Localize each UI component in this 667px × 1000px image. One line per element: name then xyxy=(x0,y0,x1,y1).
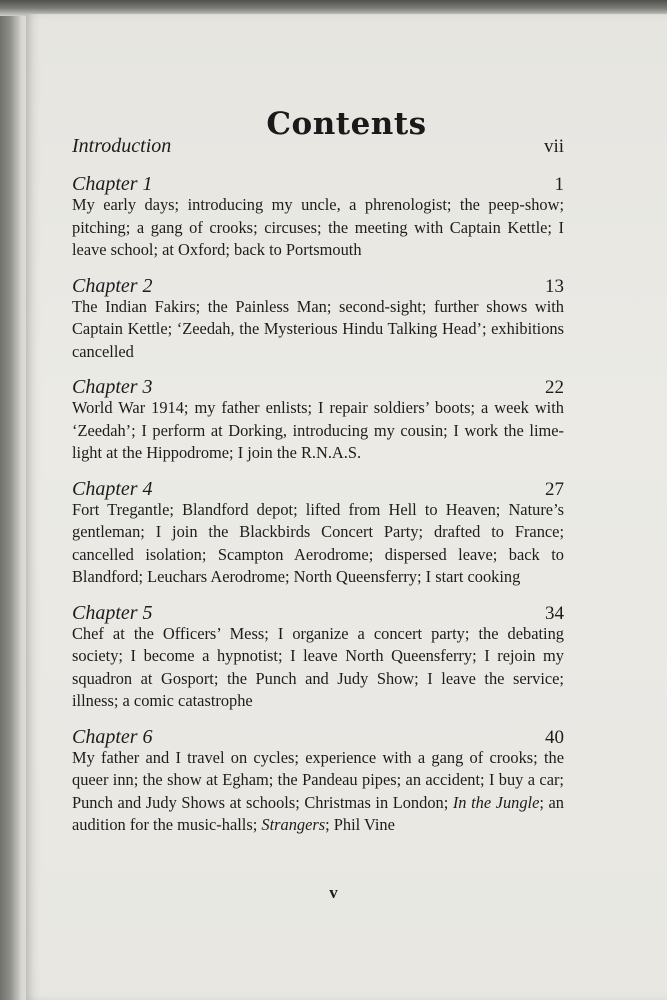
chapter-summary: Fort Tregantle; Blandford depot; lifted from Hell to Heaven; Nature’s gentleman; I join the Blackbirds Concert Party; drafted to France; cancelled isolation; Scampton Aerodrome; dispersed leave; back to Blandford; Leuchars Aerodrome; North Queensferry; I start cooking xyxy=(72,499,564,586)
toc-entry-chapter-6 xyxy=(72,726,564,837)
chapter-label: Chapter 6 xyxy=(72,725,153,748)
entry-label: Introduction xyxy=(72,135,172,157)
toc-entry-chapter-3 xyxy=(72,376,564,465)
chapter-page-number: 13 xyxy=(545,275,564,297)
chapter-summary: World War 1914; my father enlists; I repair soldiers’ boots; a week with ‘Zeedah’; I perform at Dorking, introducing my cousin; I work the lime-light at the Hippodrome; I join the R.N.A.S. xyxy=(72,398,564,462)
chapter-summary: The Indian Fakirs; the Painless Man; second-sight; further shows with Captain Kettle; ‘Zeedah, the Mysterious Hindu Talking Head’; exhibitions cancelled xyxy=(72,296,564,361)
chapter-label: Chapter 5 xyxy=(72,601,153,624)
toc-entry-chapter-1 xyxy=(72,173,564,262)
toc-entry-introduction xyxy=(72,135,564,160)
entry-page-number: vii xyxy=(543,136,564,157)
toc-entry-chapter-2 xyxy=(72,275,564,364)
table-of-contents xyxy=(72,135,564,850)
chapter-page-number: 27 xyxy=(545,478,564,500)
summary-italic-title: In the Jungle xyxy=(452,792,540,812)
chapter-label: Chapter 3 xyxy=(72,376,153,398)
summary-text: ; an audition for the music-halls; xyxy=(72,792,564,834)
chapter-page-number: 1 xyxy=(554,174,564,195)
chapter-summary: My early days; introducing my uncle, a phrenologist; the peep-show; pitching; a gang of crooks; circuses; the meeting with Captain Kettle; I leave school; at Oxford; back to Portsmouth xyxy=(72,195,564,259)
chapter-summary xyxy=(72,747,564,837)
summary-text: ; Phil Vine xyxy=(325,815,395,834)
chapter-page-number: 40 xyxy=(545,726,564,748)
summary-italic-title: Strangers xyxy=(261,815,326,834)
toc-entry-chapter-4 xyxy=(72,478,564,589)
chapter-summary: Chef at the Officers’ Mess; I organize a concert party; the debating society; I become a hypnotist; I leave North Queensferry; I rejoin my squadron at Gosport; the Punch and Judy Show; I leave the service; illness; a comic catastrophe xyxy=(72,623,564,710)
chapter-page-number: 22 xyxy=(545,377,564,398)
summary-text: My father and I travel on cycles; experience with a gang of crooks; the queer inn; the show at Egham; the Pandeau pipes; an accident; I buy a car; Punch and Judy Shows at schools; Christmas in London; xyxy=(72,747,564,812)
chapter-label: Chapter 1 xyxy=(72,173,153,195)
chapter-label: Chapter 4 xyxy=(72,477,153,500)
page-title: Contents xyxy=(266,106,427,142)
chapter-page-number: 34 xyxy=(545,602,564,624)
chapter-label: Chapter 2 xyxy=(72,274,153,297)
toc-entry-chapter-5 xyxy=(72,602,564,713)
page-folio: v xyxy=(329,883,338,902)
